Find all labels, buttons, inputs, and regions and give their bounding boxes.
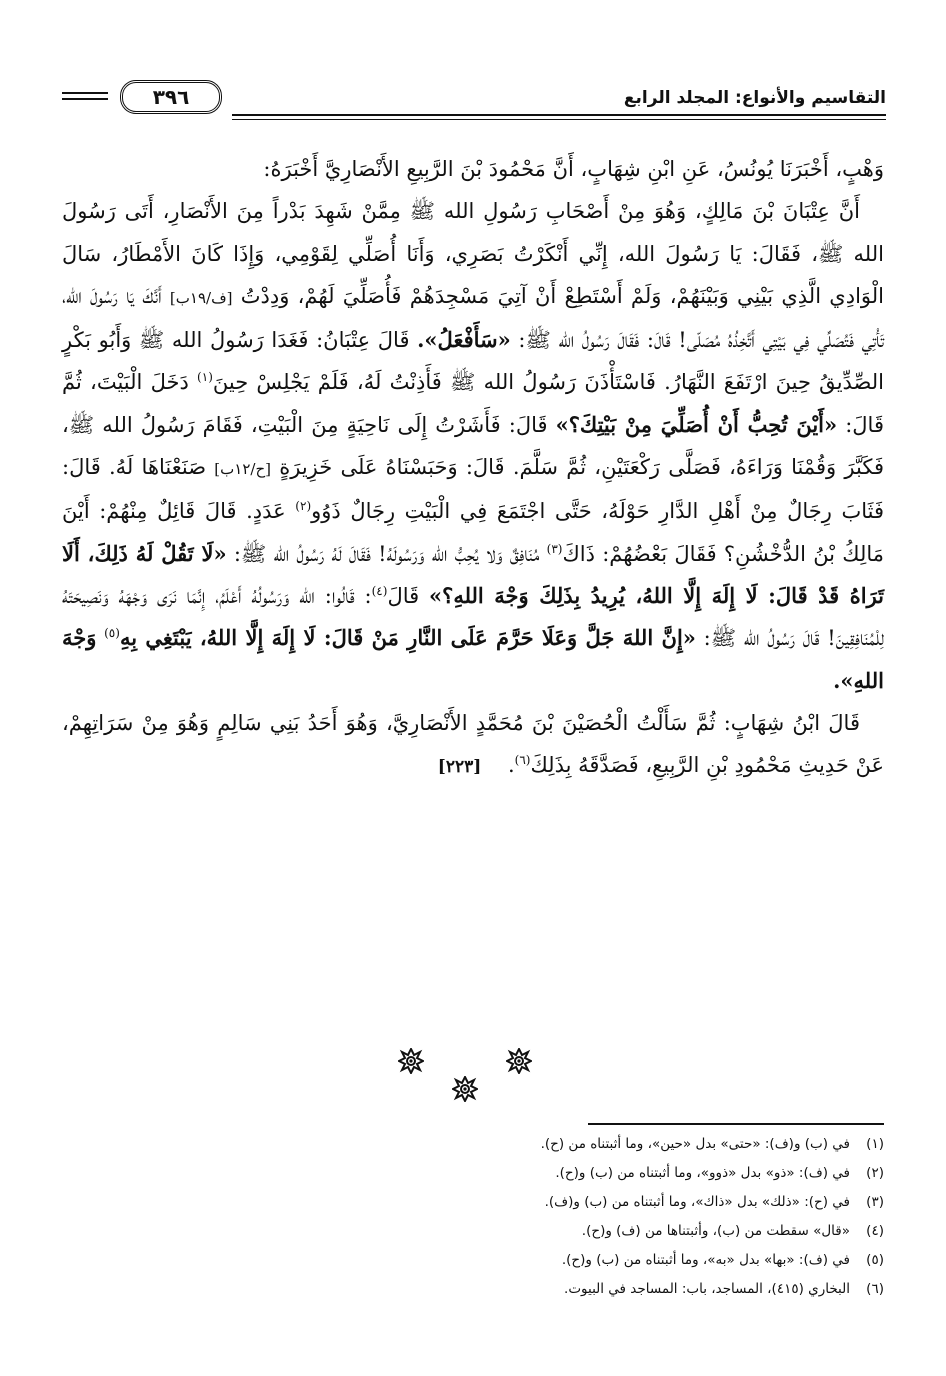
footnote-marker: (٤) xyxy=(371,583,388,598)
footnote-marker: (٢) xyxy=(295,499,312,514)
footnote-number: (٦) xyxy=(866,1281,884,1297)
footnote-text: في (ف): «ذو» بدل «ذوو»، وما أثبتناه من (ب) و(ح). xyxy=(555,1165,850,1181)
footnote-marker: (٦) xyxy=(514,753,531,768)
footnote-number: (١) xyxy=(866,1136,884,1152)
header-rule xyxy=(232,114,886,116)
footnote-text: البخاري (٤١٥)، المساجد، باب: المساجد في البيوت. xyxy=(564,1281,850,1297)
text-span: دَخَلَ الْبَيْتَ، ثُمَّ قَالَ: xyxy=(62,370,884,437)
text-span: . xyxy=(507,753,515,778)
text-span: قَالَ ابْنُ شِهَابٍ: ثُمَّ سَأَلْتُ الْحُصَيْنَ بْنَ مُحَمَّدٍ الأَنْصَارِيَّ، وَهُوَ أَحَدُ بَنِي سَالِمٍ وَهُوَ مِنْ سَرَاتِهِمْ، عَنْ حَدِيثِ مَحْمُودِ بْنِ الرَّبِيعِ، فَصَدَّقَهُ بِذَلِكَ xyxy=(62,710,884,778)
text-span: أَنَّ عِتْبَانَ بْنَ مَالِكٍ، وَهُوَ مِنْ أَصْحَابِ رَسُولِ الله ﷺ مِمَّنْ شَهِدَ بَدْراً مِنَ الأَنْصَارِ، أَتَى رَسُولَ الله ﷺ، فَقَالَ: يَا رَسُولَ الله، إِنِّي أَنْكَرْتُ بَصَرِي، وَأَنَا أُصَلِّي لِقَوْمِي، وَإِذَا كَانَ الأَمْطَارُ، سَالَ الْوَادِي الَّذِي بَيْنِي وَبَيْنَهُمْ، وَلَمْ أَسْتَطِعْ أَنْ آتِيَ مَسْجِدَهُمْ فَأُصَلِّيَ لَهُمْ، وَدِدْتُ xyxy=(62,199,884,308)
footnote-text: في (ب) و(ف): «حتى» بدل «حين»، وما أثبتناه من (ح). xyxy=(540,1136,850,1152)
prophetic-quote: وَجْهَ اللهِ». xyxy=(62,625,884,693)
hadith-body xyxy=(62,190,884,702)
text-span: مُنَافِقٌ وَلا يُحِبُّ الله وَرَسُولَهُ! فَقَالَ لَهُ رَسُولُ الله ﷺ: xyxy=(233,541,540,566)
footnote xyxy=(62,1217,884,1246)
text-span: قَالَ عِتْبَانُ: فَغَدَا رَسُولُ الله ﷺ وَأَبُو بَكْرٍ الصِّدِّيقُ حِينَ ارْتَفَعَ النَّهَارُ. فَاسْتَأْذَنَ رَسُولُ الله ﷺ فَأَذِنْتُ لَهُ، فَلَمْ يَجْلِسْ حِينَ xyxy=(62,328,884,395)
closing-paragraph xyxy=(62,702,884,789)
manuscript-ref: [ح/١٢ب] xyxy=(214,460,271,479)
header-dash xyxy=(62,92,108,94)
chain-of-narration xyxy=(62,148,884,190)
footnote-marker: (١) xyxy=(197,370,213,385)
text-span: قَالَ: فَأَشَرْتُ إِلَى نَاحِيَةٍ مِنَ الْبَيْتِ، فَقَامَ رَسُولُ الله ﷺ، فَكَبَّرَ وَقُمْنَا وَرَاءَهُ، فَصَلَّى رَكْعَتَيْنِ، ثُمَّ سَلَّمَ. قَالَ: وَحَبَسْنَاهُ عَلَى خَزِيرَةٍ xyxy=(62,412,884,480)
text-span: وَهْبٍ، أَخْبَرَنَا يُونُسُ، عَنِ ابْنِ شِهَابٍ، أَنَّ مَحْمُودَ بْنَ الرَّبِيعِ الأَنْصَارِيَّ أَخْبَرَهُ: xyxy=(263,157,884,181)
floral-ornament-icon xyxy=(452,1076,478,1102)
footnote xyxy=(62,1275,884,1304)
header-dash xyxy=(62,98,108,100)
footnote-marker: (٥) xyxy=(104,626,120,641)
page-number: ٣٩٦ xyxy=(120,80,222,114)
footnote-separator xyxy=(588,1123,884,1125)
footnote-number: (٢) xyxy=(866,1165,884,1181)
footnote-text: «قال» سقطت من (ب)، وأثبتناها من (ف) و(ح). xyxy=(581,1223,850,1239)
floral-ornament-icon xyxy=(398,1048,424,1074)
text-span: : قَالُوا: الله وَرَسُولُهُ أَعْلَمُ، إِنَّمَا نَرَى وَجْهَهُ وَنَصِيحَتَهُ لِلْمُنَافِقِينَ! قَالَ رَسُولُ الله ﷺ: xyxy=(62,583,884,651)
text-span: صَنَعْنَاهَا لَهُ. قَالَ: فَثَابَ رِجَالٌ مِنْ أَهْلِ الدَّارِ حَوْلَهُ، حَتَّى اجْتَمَعَ فِي الْبَيْتِ رِجَالٌ ذَوُو xyxy=(62,455,884,524)
section-ornaments xyxy=(0,1040,946,1110)
footnote xyxy=(62,1188,884,1217)
text-span: قَالَ xyxy=(387,583,420,608)
prophetic-quote: «إِنَّ اللهَ جَلَّ وَعَلَا حَرَّمَ عَلَى النَّارِ مَنْ قَالَ: لَا إِلَهَ إِلَّا اللهُ، يَبْتَغِي بِهِ xyxy=(119,625,696,651)
footnote-text: في (ح): «ذلك» بدل «ذاك»، وما أثبتناه من (ب) و(ف). xyxy=(544,1194,850,1210)
footnote-marker: (٣) xyxy=(546,541,563,556)
page-header xyxy=(60,78,886,130)
running-title: التقاسيم والأنواع: المجلد الرابع xyxy=(623,88,886,108)
footnote xyxy=(62,1246,884,1275)
prophetic-quote: «لَا تَقُلْ لَهُ ذَلِكَ، أَلَا تَرَاهُ قَدْ قَالَ: لَا إِلَهَ إِلَّا اللهُ، يُرِيدُ بِذَلِكَ وَجْهَ اللهِ؟» xyxy=(62,540,884,608)
footnotes xyxy=(62,1130,884,1304)
prophetic-quote: «سَأَفْعَلُ». xyxy=(417,327,511,353)
footnote-text: في (ف): «بها» بدل «به»، وما أثبتناه من (ب) و(ح). xyxy=(561,1252,850,1268)
floral-ornament-icon xyxy=(506,1048,532,1074)
footnote xyxy=(62,1130,884,1159)
prophetic-quote: «أَيْنَ تُحِبُّ أَنْ أُصَلِّيَ مِنْ بَيْتِكَ؟» xyxy=(555,411,838,437)
hadith-number: [٢٢٣] xyxy=(437,757,482,778)
footnote-number: (٤) xyxy=(866,1223,884,1239)
text-span: عَدَدٍ. قَالَ قَائِلٌ مِنْهُمْ: أَيْنَ مَالِكُ بْنُ الدُّخْشُنِ؟ فَقَالَ بَعْضُهُمْ: ذَاكَ xyxy=(62,499,884,566)
footnote-number: (٣) xyxy=(866,1194,884,1210)
footnote-number: (٥) xyxy=(866,1252,884,1268)
hadith-text xyxy=(62,148,884,788)
header-rule xyxy=(232,119,886,120)
text-span: أَنَّكَ يَا رَسُولَ الله، تَأْتِي فَتُصَلِّي فِي بَيْتِي أَتَّخِذُهُ مُصَلّى! قَالَ: فَقَالَ رَسُولُ الله ﷺ: xyxy=(62,283,884,353)
footnote xyxy=(62,1159,884,1188)
manuscript-ref: [ف/١٩ب] xyxy=(169,288,233,307)
